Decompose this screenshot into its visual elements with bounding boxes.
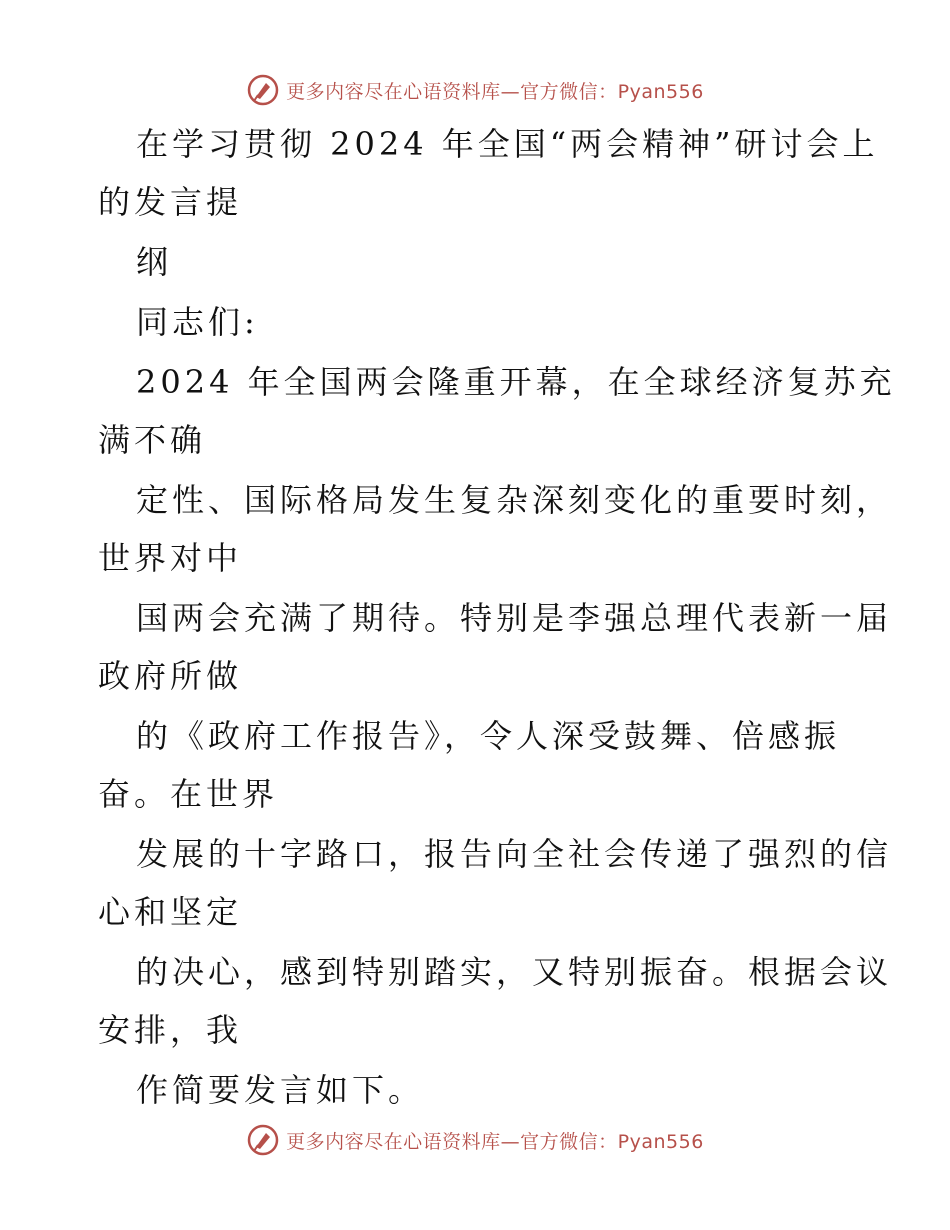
text-line: 作简要发言如下。 bbox=[136, 1071, 425, 1109]
text-line: 在学习贯彻 2024 年全国“两会精神”研讨会上 bbox=[136, 125, 879, 163]
text-line: 同志们: bbox=[136, 303, 259, 341]
text-line: 奋。在世界 bbox=[98, 775, 279, 813]
watermark-header bbox=[0, 70, 950, 110]
text-line: 发展的十字路口，报告向全社会传递了强烈的信 bbox=[136, 835, 893, 873]
text-line: 2024 年全国两会隆重开幕，在全球经济复苏充 bbox=[136, 363, 896, 401]
text-line: 满不确 bbox=[98, 421, 207, 459]
text-line: 的发言提 bbox=[98, 183, 243, 221]
text-line: 安排，我 bbox=[98, 1011, 243, 1049]
pen-nib-logo-icon bbox=[246, 1123, 280, 1157]
watermark-text: 更多内容尽在心语资料库—官方微信：Pyan556 bbox=[286, 1130, 704, 1153]
watermark-text: 更多内容尽在心语资料库—官方微信：Pyan556 bbox=[286, 80, 704, 103]
text-line: 国两会充满了期待。特别是李强总理代表新一届 bbox=[136, 599, 893, 637]
text-line: 的决心，感到特别踏实，又特别振奋。根据会议 bbox=[136, 953, 893, 991]
text-line: 纲 bbox=[136, 243, 173, 281]
text-line: 政府所做 bbox=[98, 657, 243, 695]
text-line: 的《政府工作报告》，令人深受鼓舞、倍感振 bbox=[136, 717, 841, 755]
text-line: 定性、国际格局发生复杂深刻变化的重要时刻， bbox=[136, 481, 893, 519]
watermark-footer bbox=[0, 1120, 950, 1160]
text-line: 世界对中 bbox=[98, 539, 243, 577]
pen-nib-logo-icon bbox=[246, 73, 280, 107]
text-line: 心和坚定 bbox=[98, 893, 243, 931]
